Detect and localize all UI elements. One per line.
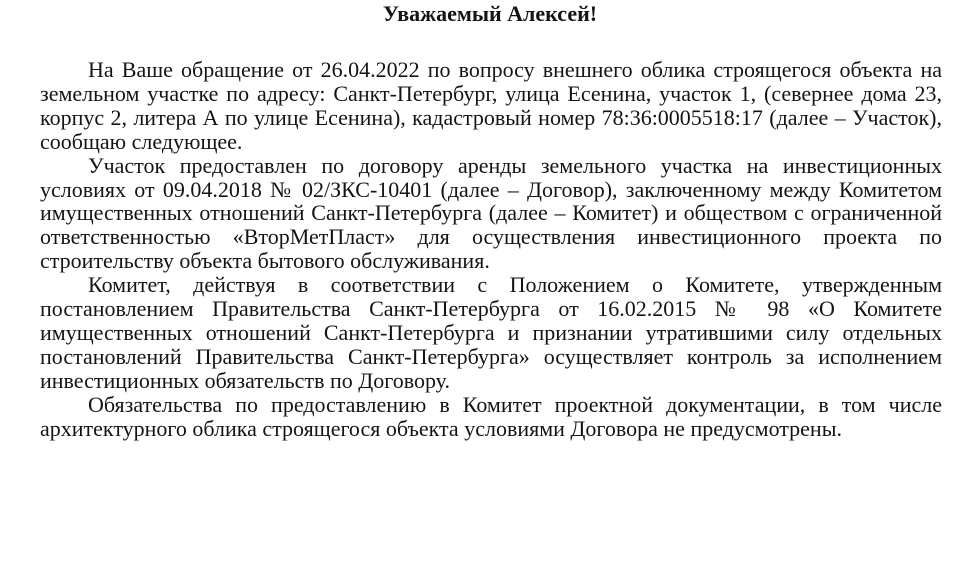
paragraph-appeal-response: На Ваше обращение от 26.04.2022 по вопросу внешнего облика строящегося объекта на земельном участке по адресу: Санкт-Петербург, улица Есенина, участок 1, (севернее дома 23, корпус 2, литера А по улице Есенина), кадастровый номер 78:36:0005518:17 (далее – Участок), сообщаю следующее.: [40, 57, 942, 154]
paragraph-lease-agreement: Участок предоставлен по договору аренды земельного участка на инвестиционных условиях от 09.04.2018 № 02/ЗКС-10401 (далее – Договор), заключенному между Комитетом имущественных отношений Санкт-Петербурга (далее – Комитет) и обществом с ограниченной ответственностью «ВторМетПласт» для осуществления инвестиционного проекта по строительству объекта бытового обслуживания.: [40, 152, 942, 274]
paragraph-obligations: Обязательства по предоставлению в Комитет проектной документации, в том числе архитектурного облика строящегося объекта условиями Договора не предусмотрены.: [40, 391, 942, 441]
letter-body: [40, 58, 942, 441]
paragraph-committee-control: Комитет, действуя в соответствии с Положением о Комитете, утвержденным постановлением Правительства Санкт-Петербурга от 16.02.2015 № 98 «О Комитете имущественных отношений Санкт-Петербурга и признании утратившими силу отдельных постановлений Правительства Санкт-Петербурга» осуществляет контроль за исполнением инвестиционных обязательств по Договору.: [40, 272, 942, 393]
greeting-heading: Уважаемый Алексей!: [382, 1, 598, 26]
